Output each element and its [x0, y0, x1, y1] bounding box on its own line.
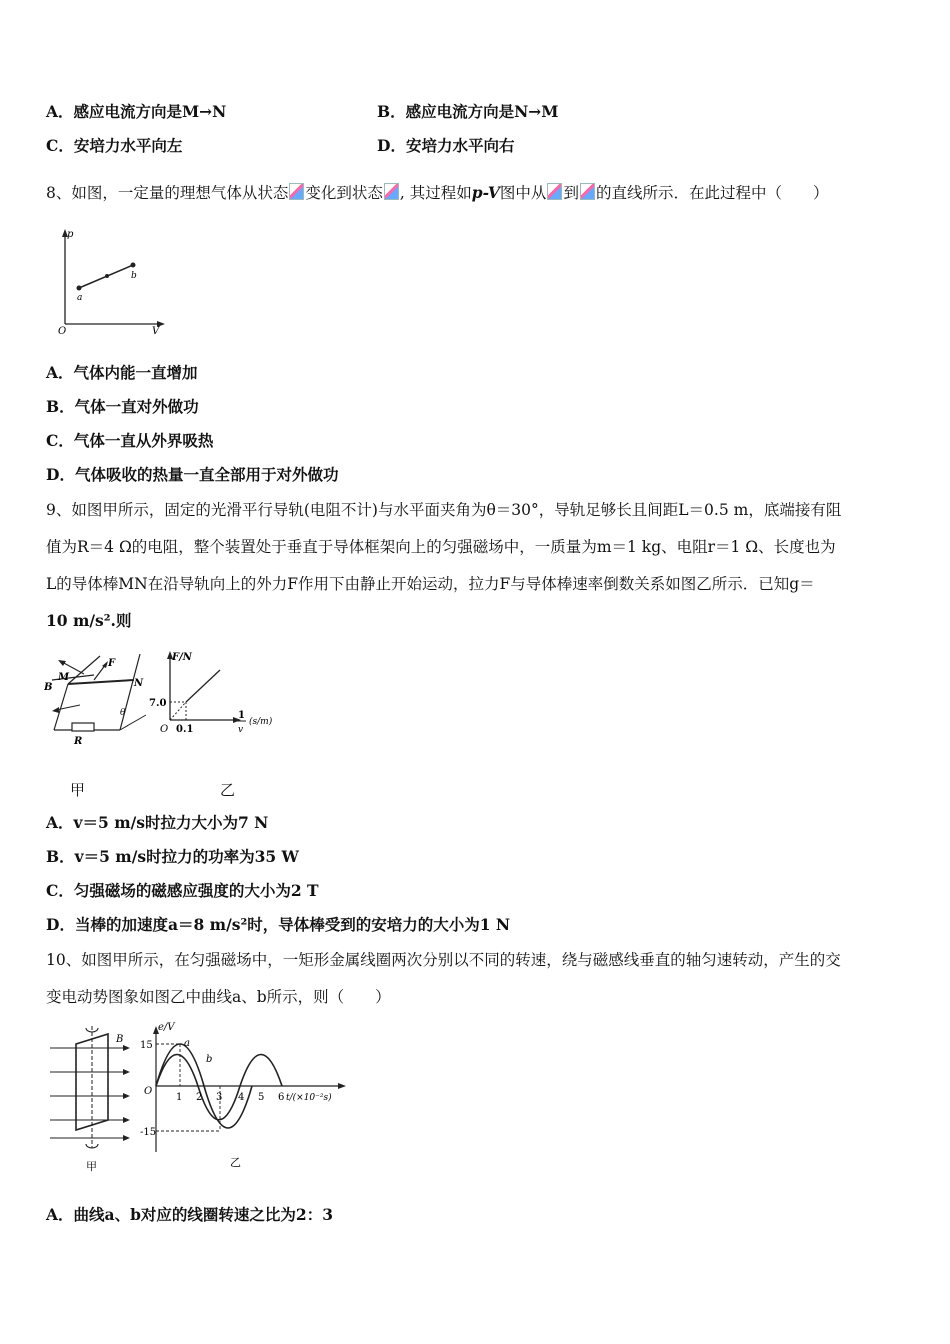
q9-caption-yi: 乙 — [220, 781, 236, 799]
q8-stem-part: , 其过程如 — [399, 184, 472, 202]
q8-stem-part: 8、如图，一定量的理想气体从状态 — [46, 184, 289, 202]
q8-stem-part: 图中从 — [499, 184, 547, 202]
q9-option-b: B．v＝5 m/s时拉力的功率为35 W — [46, 847, 299, 866]
q9-option-d: D．当棒的加速度a＝8 m/s²时，导体棒受到的安培力的大小为1 N — [46, 915, 511, 934]
image-placeholder-icon — [384, 183, 399, 200]
q9-label-m: M — [58, 672, 70, 683]
q9-option-a: A．v＝5 m/s时拉力大小为7 N — [46, 813, 269, 832]
image-placeholder-icon — [580, 183, 595, 200]
q7-option-d: D．安培力水平向右 — [377, 136, 515, 155]
q10-graph-xtick-4: 4 — [238, 1092, 245, 1103]
q7-option-b: B．感应电流方向是N→M — [377, 102, 559, 121]
q9-f-inverse-v-graph — [148, 648, 282, 738]
q10-graph-xtick-6: 6 — [278, 1092, 285, 1103]
q8-axis-p: p — [67, 229, 74, 240]
q9-caption-jia: 甲 — [70, 781, 86, 799]
q10-emf-graph — [140, 1018, 360, 1178]
q9-rail-diagram — [44, 650, 150, 750]
q9-stem-line2: 值为R＝4 Ω的电阻，整个装置处于垂直于导体框架向上的匀强磁场中，一质量为m＝1 kg、电阻r＝1 Ω、长度也为 — [46, 538, 836, 556]
q8-stem-part: 变化到状态 — [305, 184, 383, 202]
q9-option-c: C．匀强磁场的磁感应强度的大小为2 T — [46, 881, 319, 900]
q8-axis-v: V — [152, 326, 160, 336]
q10-graph-origin: O — [144, 1086, 153, 1097]
q10-graph-ypos: 15 — [140, 1040, 153, 1051]
q9-label-n: N — [134, 678, 144, 689]
q8-pv-diagram — [55, 226, 180, 336]
q8-stem — [46, 183, 828, 203]
q9-graph-xtick: 0.1 — [176, 724, 194, 735]
q9-stem-line3: L的导体棒MN在沿导轨向上的外力F作用下由静止开始运动，拉力F与导体棒速率倒数关系如图乙所示．已知g＝ — [46, 575, 815, 593]
q10-caption-yi: 乙 — [230, 1156, 241, 1169]
q9-stem-line1: 9、如图甲所示，固定的光滑平行导轨(电阻不计)与水平面夹角为θ＝30°，导轨足够长且间距L＝0.5 m，底端接有阻 — [46, 501, 842, 519]
q9-label-b: B — [44, 682, 53, 693]
q10-caption-jia: 甲 — [86, 1160, 97, 1173]
q10-curve-b-label: b — [206, 1054, 213, 1065]
q8-point-b: b — [131, 271, 137, 281]
q10-stem-line2: 变电动势图象如图乙中曲线a、b所示，则（ ） — [46, 988, 391, 1006]
q7-option-c: C．安培力水平向左 — [46, 136, 183, 155]
q7-option-a: A．感应电流方向是M→N — [46, 102, 227, 121]
q9-graph-xlabel-num: 1 — [238, 710, 245, 721]
q10-option-a: A．曲线a、b对应的线圈转速之比为2：3 — [46, 1205, 333, 1224]
q8-option-a: A．气体内能一直增加 — [46, 363, 198, 382]
q9-graph-ytick: 7.0 — [149, 698, 167, 709]
q9-graph-xlabel-den: v — [238, 725, 244, 735]
q10-stem-line1: 10、如图甲所示，在匀强磁场中，一矩形金属线圈两次分别以不同的转速，绕与磁感线垂直的轴匀速转动，产生的交 — [46, 951, 841, 969]
image-placeholder-icon — [547, 183, 562, 200]
q9-label-f: F — [108, 658, 116, 669]
q8-option-d: D．气体吸收的热量一直全部用于对外做功 — [46, 465, 339, 484]
q10-graph-xtick-1: 1 — [176, 1092, 183, 1103]
q9-graph-xunit: (s/m) — [249, 717, 273, 727]
q9-graph-origin: O — [160, 724, 169, 735]
q8-stem-part: 的直线所示．在此过程中（ ） — [595, 184, 829, 202]
q10-graph-xtick-5: 5 — [258, 1092, 265, 1103]
q10-curve-a-label: a — [184, 1038, 190, 1049]
q8-stem-part: 到 — [563, 184, 579, 202]
q8-origin: O — [58, 326, 67, 336]
q8-point-a: a — [77, 293, 83, 303]
q8-pv-label: p-V — [471, 183, 500, 202]
q10-graph-xlabel: t/(×10⁻²s) — [286, 1093, 332, 1103]
q9-label-theta: θ — [120, 708, 126, 718]
q10-graph-xtick-2: 2 — [196, 1092, 203, 1103]
q8-option-b: B．气体一直对外做功 — [46, 397, 199, 416]
image-placeholder-icon — [289, 183, 304, 200]
q10-graph-xtick-3: 3 — [216, 1092, 223, 1103]
q9-graph-ylabel: F/N — [172, 652, 192, 663]
q8-option-c: C．气体一直从外界吸热 — [46, 431, 214, 450]
q10-label-b: B — [116, 1034, 124, 1045]
q9-label-r: R — [74, 736, 83, 747]
q10-graph-yneg: -15 — [140, 1127, 157, 1138]
q10-graph-ylabel: e/V — [158, 1022, 175, 1033]
q9-stem-line4: 10 m/s².则 — [46, 611, 132, 630]
